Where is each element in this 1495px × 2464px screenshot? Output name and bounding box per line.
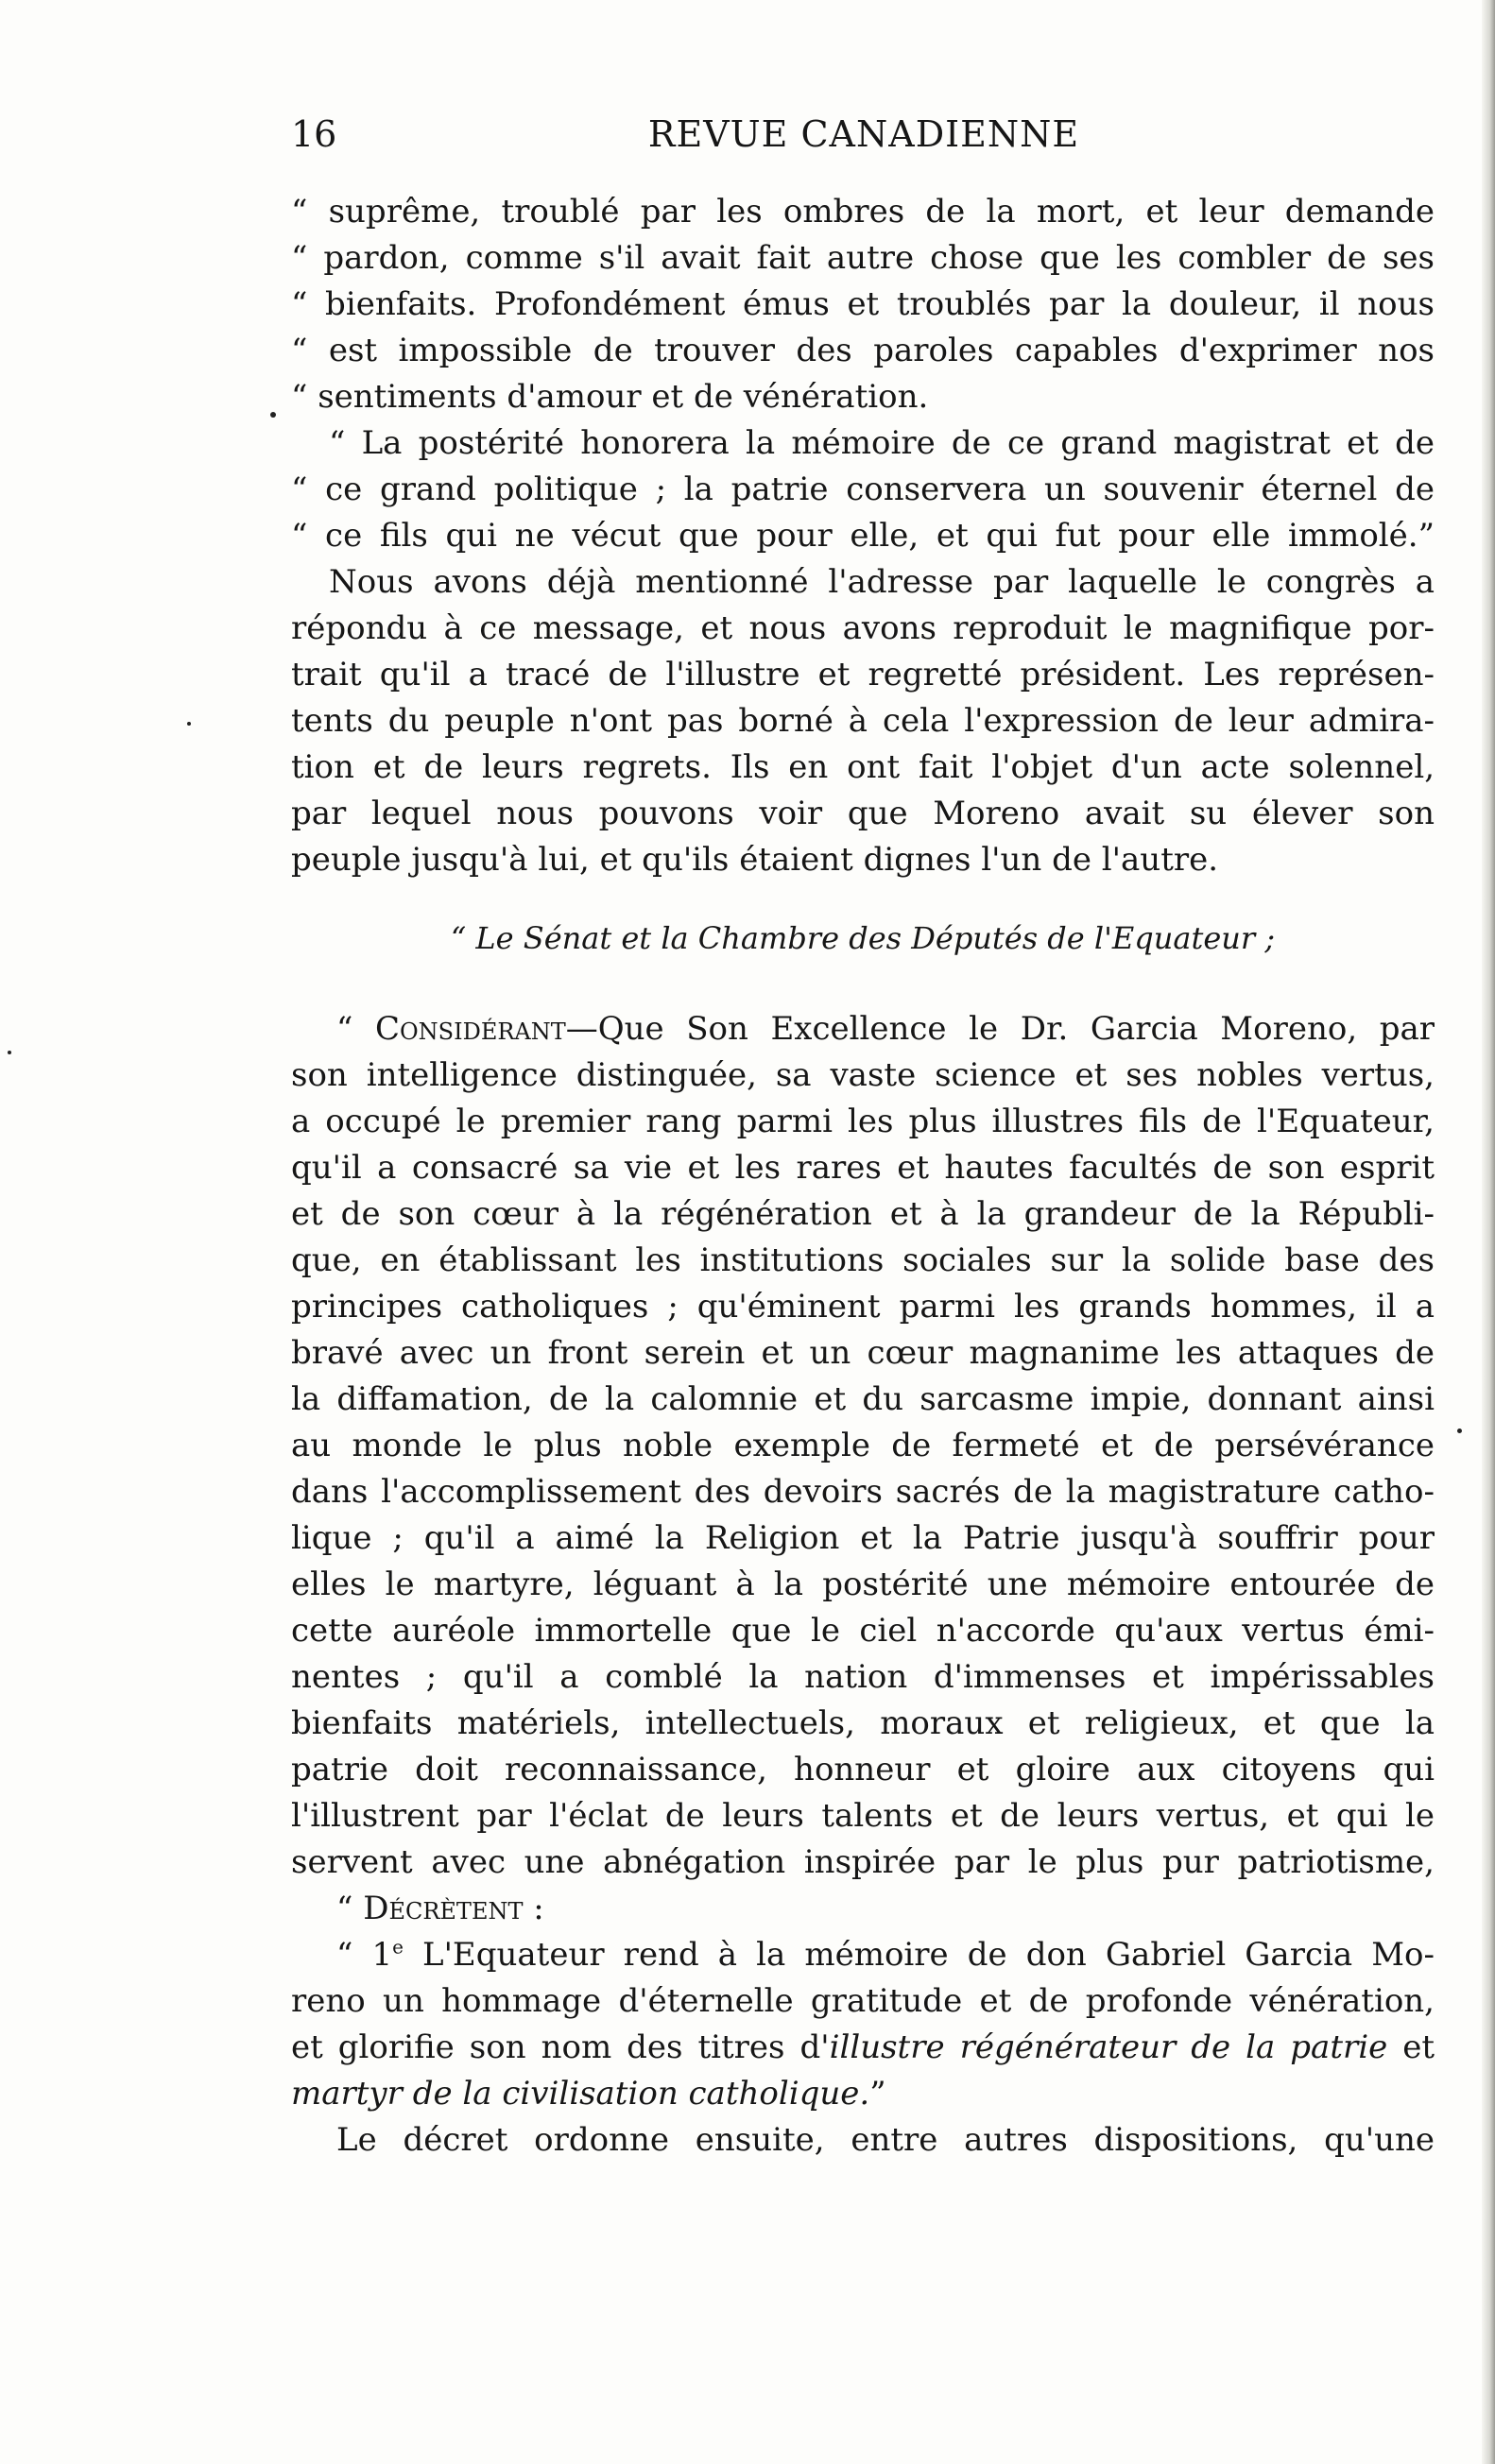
body-text	[291, 189, 1435, 2164]
text-line: peuple jusqu'à lui, et qu'ils étaient dignes l'un de l'autre.	[291, 841, 1219, 879]
text-run: et	[1387, 2028, 1435, 2066]
text-line: lique ; qu'il a aimé la Religion et la Patrie jusqu'à souffrir pour	[291, 1519, 1435, 1557]
text-run: L'Equateur rend à la mémoire de don Gabriel Garcia Mo-	[403, 1936, 1435, 1974]
article-number: 1	[371, 1936, 393, 1974]
text-line: trait qu'il a tracé de l'illustre et regretté président. Les représen-	[291, 656, 1435, 693]
text-line: “ La postérité honorera la mémoire de ce grand magistrat et de	[329, 424, 1435, 462]
narrative-paragraph	[291, 559, 1435, 883]
text-line: au monde le plus noble exemple de fermeté et de persévérance	[291, 1427, 1435, 1464]
text-line: par lequel nous pouvons voir que Moreno avait su élever son	[291, 795, 1435, 832]
text-line: “ ce grand politique ; la patrie conservera un souvenir éternel de	[291, 471, 1435, 508]
text-line: que, en établissant les institutions sociales sur la solide base des	[291, 1241, 1435, 1279]
text-line: patrie doit reconnaissance, honneur et gloire aux citoyens qui	[291, 1751, 1435, 1788]
ink-speck	[187, 722, 191, 726]
text-run: :	[523, 1890, 544, 1927]
running-head: REVUE CANADIENNE	[647, 113, 1080, 155]
text-line: Nous avons déjà mentionné l'adresse par laquelle le congrès a	[329, 563, 1435, 601]
article-ordinal: e	[392, 1935, 404, 1959]
text-line: nentes ; qu'il a comblé la nation d'immenses et impérissables	[291, 1658, 1435, 1696]
text-run: et glorifie son nom des titres d'	[291, 2028, 830, 2066]
italic-title: illustre régénérateur de la patrie	[829, 2028, 1388, 2066]
decree-heading: “ Le Sénat et la Chambre des Députés de l'Equateur ;	[450, 920, 1276, 956]
final-paragraph-line: Le décret ordonne ensuite, entre autres dispositions, qu'une	[336, 2121, 1435, 2159]
text-line: qu'il a consacré sa vie et les rares et hautes facultés de son esprit	[291, 1149, 1435, 1187]
italic-title: martyr de la civilisation catholique.	[291, 2075, 870, 2113]
ink-speck	[8, 1051, 11, 1054]
considerant-paragraph	[291, 1006, 1435, 1886]
page-number: 16	[291, 113, 337, 155]
quoted-paragraph-2	[291, 420, 1435, 559]
text-line: “ suprême, troublé par les ombres de la mort, et leur demande	[291, 193, 1435, 231]
quote-mark: “	[336, 1936, 372, 1974]
ink-speck	[1457, 1429, 1462, 1433]
text-line: tion et de leurs regrets. Ils en ont fait l'objet d'un acte solennel,	[291, 748, 1435, 786]
text-line	[291, 2071, 1435, 2117]
considerant-label: Considérant	[374, 1010, 566, 1048]
text-line: servent avec une abnégation inspirée par le plus pur patriotisme,	[291, 1843, 1435, 1881]
text-line	[291, 1932, 1435, 1978]
page-edge	[1482, 0, 1495, 2464]
page-header	[291, 106, 1436, 163]
text-line: et de son cœur à la régénération et à la grandeur de la Républi-	[291, 1195, 1435, 1233]
text-line: l'illustrent par l'éclat de leurs talents et de leurs vertus, et qui le	[291, 1797, 1435, 1835]
decretent-line	[291, 1886, 1435, 1932]
text-line: bravé avec un front serein et un cœur magnanime les attaques de	[291, 1334, 1435, 1372]
text-line: “ est impossible de trouver des paroles capables d'exprimer nos	[291, 332, 1435, 369]
ink-speck	[270, 412, 276, 418]
quote-mark: “	[336, 1890, 364, 1927]
text-line: “ ce fils qui ne vécut que pour elle, et qui fut pour elle immolé.”	[291, 517, 1435, 555]
text-line	[291, 2025, 1435, 2071]
text-run: —Que Son Excellence le Dr. Garcia Moreno, par	[565, 1010, 1435, 1048]
text-line: répondu à ce message, et nous avons reproduit le magnifique por-	[291, 609, 1435, 647]
text-line: a occupé le premier rang parmi les plus illustres fils de l'Equateur,	[291, 1103, 1435, 1140]
text-line: la diffamation, de la calomnie et du sarcasme impie, donnant ainsi	[291, 1380, 1435, 1418]
text-line	[291, 1006, 1435, 1052]
text-line: “ sentiments d'amour et de vénération.	[291, 378, 929, 416]
text-line: tents du peuple n'ont pas borné à cela l'expression de leur admira-	[291, 702, 1435, 740]
article-1-paragraph	[291, 1932, 1435, 2117]
text-line: reno un hommage d'éternelle gratitude et de profonde vénération,	[291, 1982, 1435, 2020]
text-line: cette auréole immortelle que le ciel n'accorde qu'aux vertus émi-	[291, 1612, 1435, 1650]
text-line: bienfaits matériels, intellectuels, moraux et religieux, et que la	[291, 1704, 1435, 1742]
text-line: “ pardon, comme s'il avait fait autre chose que les combler de ses	[291, 239, 1435, 277]
text-line: elles le martyre, léguant à la postérité une mémoire entourée de	[291, 1566, 1435, 1603]
text-line: son intelligence distinguée, sa vaste science et ses nobles vertus,	[291, 1056, 1435, 1094]
text-run: ”	[869, 2075, 886, 2113]
quoted-paragraph-1	[291, 189, 1435, 420]
text-line: “ bienfaits. Profondément émus et troublés par la douleur, il nous	[291, 285, 1435, 323]
text-line: principes catholiques ; qu'éminent parmi les grands hommes, il a	[291, 1288, 1435, 1326]
decretent-label: Décrètent	[363, 1890, 524, 1927]
text-line: dans l'accomplissement des devoirs sacrés de la magistrature catho-	[291, 1473, 1435, 1511]
quote-mark: “	[336, 1010, 375, 1048]
